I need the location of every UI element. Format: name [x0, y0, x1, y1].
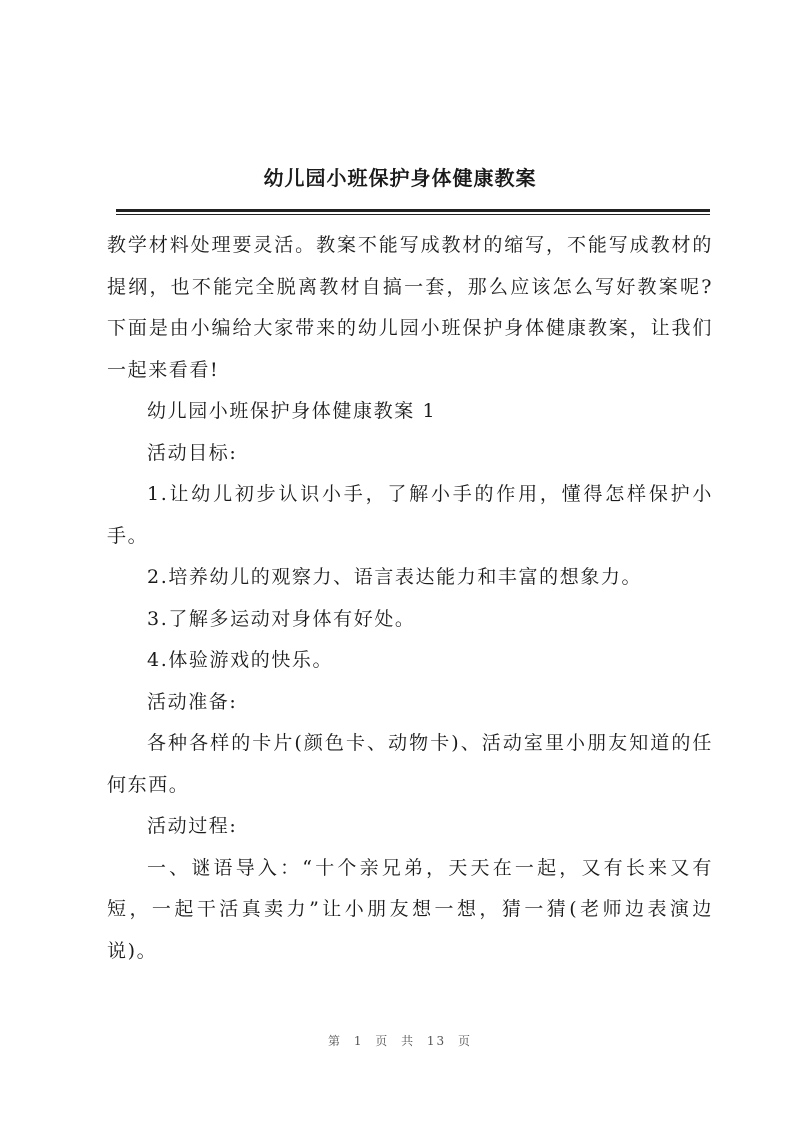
section-heading: 幼儿园小班保护身体健康教案 1	[147, 400, 437, 422]
preparation-text: 各种各样的卡片(颜色卡、动物卡)、活动室里小朋友知道的任何东西。	[107, 732, 713, 796]
goal-item-1: 1.让幼儿初步认识小手，了解小手的作用，懂得怎样保护小手。	[107, 483, 713, 547]
goal-item-2: 2.培养幼儿的观察力、语言表达能力和丰富的想象力。	[147, 566, 643, 588]
process-step-1: 一、谜语导入：“十个亲兄弟，天天在一起，又有长来又有短，一起干活真卖力”让小朋友想一想，猜一猜(老师边表演边说)。	[107, 856, 713, 962]
process-heading: 活动过程:	[147, 815, 238, 837]
goals-heading: 活动目标:	[147, 441, 238, 464]
goal-item-3: 3.了解多运动对身体有好处。	[147, 607, 416, 630]
title-underline-thin	[116, 214, 710, 215]
goal-item-4: 4.体验游戏的快乐。	[147, 649, 334, 671]
document-title: 幼儿园小班保护身体健康教案	[263, 166, 537, 190]
title-underline-thick	[116, 209, 710, 212]
document-body	[107, 225, 713, 972]
intro-paragraph: 教学材料处理要灵活。教案不能写成教材的缩写，不能写成教材的提纲，也不能完全脱离教材自搞一套，那么应该怎么写好教案呢?下面是由小编给大家带来的幼儿园小班保护身体健康教案，让我们一起来看看!	[107, 234, 713, 381]
page-number-footer: 第 1 页 共 13 页	[328, 1034, 472, 1048]
preparation-heading: 活动准备:	[147, 690, 238, 713]
